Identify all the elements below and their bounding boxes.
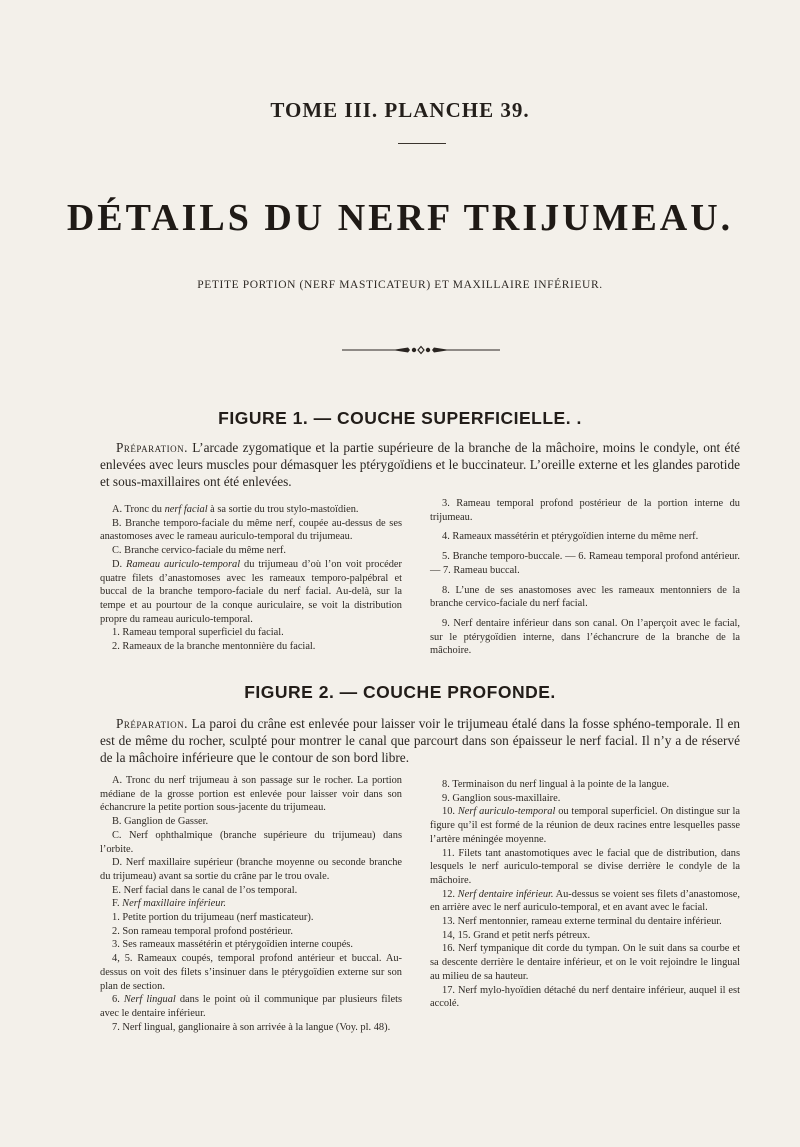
tome-plate-heading: TOME III. PLANCHE 39. bbox=[270, 98, 530, 122]
legend-item: B. Branche temporo-faciale du même nerf, coupée au-dessus de ses anastomoses avec le rameau auriculo-temporal du trijumeau. bbox=[100, 517, 402, 543]
preparation-label: Préparation. bbox=[116, 716, 188, 731]
legend-item: 14, 15. Grand et petit nerfs pétreux. bbox=[442, 929, 591, 941]
legend-item: D. Rameau auriculo-temporal du trijumeau d’où l’on voit procéder quatre filets d’anastomoses avec les rameaux temporo-palpébral et buccal de la branche temporo-faciale du nerf facial. Au-delà, sur la tempe et au pourtour de la conque auriculaire, se voit la distribution propre du rameau auriculo-temporal. bbox=[100, 558, 402, 625]
figure-1-legend-right bbox=[430, 497, 740, 658]
legend-item: 4, 5. Rameaux coupés, temporal profond antérieur et buccal. Au-dessus on voit des filets s’insinuer dans le ptérygoïdien externe sur son plan de section. bbox=[100, 953, 403, 992]
legend-item: 16. Nerf tympanique dit corde du tympan. On le suit dans sa courbe et sa descente derrière le dentaire inférieur, et on le voit rejoindre le lingual au milieu de sa hauteur. bbox=[430, 943, 740, 982]
short-rule-divider bbox=[398, 143, 446, 144]
legend-item: 9. Ganglion sous-maxillaire. bbox=[442, 792, 561, 804]
legend-item: E. Nerf facial dans le canal de l’os temporal. bbox=[112, 884, 298, 896]
preparation-text: La paroi du crâne est enlevée pour laisser voir le trijumeau étalé dans la fosse sphéno-temporale. Il en est de même du rocher, sculpté pour montrer le canal que parcourt dans son épaisseur le nerf facial. Il n’y a de réservé de la mâchoire inférieure que le contour de son bord libre. bbox=[100, 716, 741, 765]
legend-item: 12. Nerf dentaire inférieur. Au-dessus se voient ses filets d’anastomose, en arrière avec le nerf auriculo-temporal, et en avant avec le facial. bbox=[430, 888, 741, 914]
legend-item: 3. Ses rameaux massétérin et ptérygoïdien interne coupés. bbox=[112, 939, 353, 951]
legend-item: 2. Rameaux de la branche mentonnière du facial. bbox=[112, 641, 316, 653]
legend-item: 11. Filets tant anastomotiques avec le facial que de distribution, dans lesquels le nerf auriculo-temporal se divise derrière le condyle de la mâchoire. bbox=[430, 847, 740, 886]
preparation-text: L’arcade zygomatique et la partie supérieure de la branche de la mâchoire, moins le condyle, ont été enlevées avec leurs muscles pour démasquer les ptérygoïdiens et le buccinateur. L’oreille externe et les glandes parotide et sous-maxillaires ont été enlevées. bbox=[100, 440, 741, 489]
legend-item: 1. Petite portion du trijumeau (nerf masticateur). bbox=[112, 912, 314, 924]
page-title: DÉTAILS DU NERF TRIJUMEAU. bbox=[66, 197, 734, 239]
legend-item: A. Tronc du nerf trijumeau à son passage sur le rocher. La portion médiane de la grosse portion est enlevée pour laisser voir dans son échancrure la petite portion sous-jacente du trijumeau. bbox=[100, 775, 402, 814]
figure-2-legend-right bbox=[430, 778, 740, 1011]
figure-2-preparation bbox=[100, 715, 740, 766]
legend-item: F. Nerf maxillaire inférieur. bbox=[112, 898, 226, 910]
legend-item: 2. Son rameau temporal profond postérieur. bbox=[112, 925, 293, 937]
legend-item: 4. Rameaux massétérin et ptérygoïdien interne du même nerf. bbox=[442, 531, 699, 543]
legend-item: B. Ganglion de Gasser. bbox=[112, 816, 209, 828]
figure-2-heading: FIGURE 2. — COUCHE PROFONDE. bbox=[244, 682, 556, 702]
legend-item: C. Nerf ophthalmique (branche supérieure du trijumeau) dans l’orbite. bbox=[100, 829, 402, 855]
legend-item: 7. Nerf lingual, ganglionaire à son arrivée à la langue (Voy. pl. 48). bbox=[112, 1021, 391, 1033]
preparation-label: Préparation. bbox=[116, 440, 188, 455]
legend-item: 6. Nerf lingual dans le point où il communique par plusieurs filets avec le dentaire inférieur. bbox=[100, 994, 402, 1019]
figure-1-heading: FIGURE 1. — COUCHE SUPERFICIELLE. . bbox=[218, 408, 582, 428]
legend-item: C. Branche cervico-faciale du même nerf. bbox=[112, 545, 286, 557]
ornamental-divider-icon bbox=[342, 344, 500, 356]
page-subtitle: PETITE PORTION (NERF MASTICATEUR) ET MAXILLAIRE INFÉRIEUR. bbox=[197, 279, 603, 291]
legend-item: 5. Branche temporo-buccale. — 6. Rameau temporal profond antérieur. — 7. Rameau buccal. bbox=[430, 551, 740, 576]
legend-item: D. Nerf maxillaire supérieur (branche moyenne ou seconde branche du trijumeau) avant sa sortie du crâne par le trou ovale. bbox=[100, 857, 402, 882]
legend-item: 8. L’une de ses anastomoses avec les rameaux mentonniers de la branche cervico-faciale du nerf facial. bbox=[430, 584, 740, 610]
legend-item: 13. Nerf mentonnier, rameau externe terminal du dentaire inférieur. bbox=[442, 916, 722, 928]
legend-item: 1. Rameau temporal superficiel du facial. bbox=[112, 627, 284, 639]
legend-item: 3. Rameau temporal profond postérieur de la portion interne du trijumeau. bbox=[430, 498, 740, 523]
figure-1-legend-left bbox=[100, 503, 402, 654]
legend-item: 8. Terminaison du nerf lingual à la pointe de la langue. bbox=[442, 779, 670, 790]
legend-item: 10. Nerf auriculo-temporal ou temporal superficiel. On distingue sur la figure qu’il est formé de la réunion de deux racines entre lesquelles passe l’artère méningée moyenne. bbox=[430, 806, 740, 845]
legend-item: 9. Nerf dentaire inférieur dans son canal. On l’aperçoit avec le facial, sur le ptérygoïdien interne, dans l’échancrure de la branche de la mâchoire. bbox=[430, 617, 740, 657]
figure-2-legend-left bbox=[100, 774, 402, 1034]
figure-1-preparation bbox=[100, 439, 740, 490]
legend-item: A. Tronc du nerf facial à sa sortie du trou stylo-mastoïdien. bbox=[112, 504, 359, 515]
legend-item: 17. Nerf mylo-hyoïdien détaché du nerf dentaire inférieur, auquel il est accolé. bbox=[430, 984, 740, 1010]
